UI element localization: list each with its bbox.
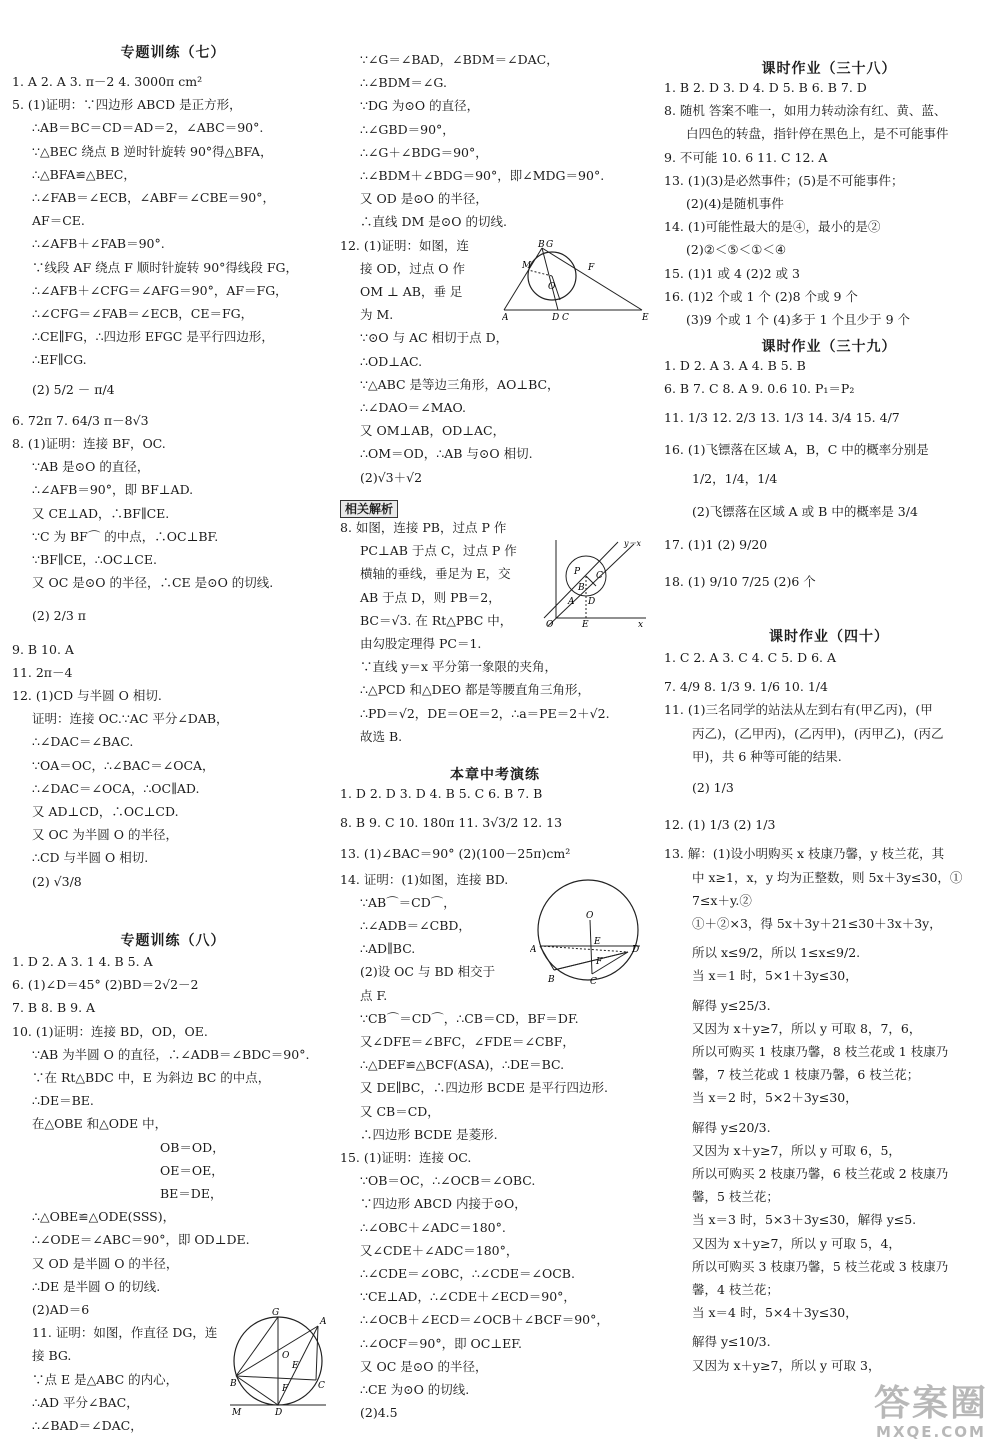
- text-line: ∵OB＝OC，∴∠OCB＝∠OBC.: [360, 1173, 536, 1189]
- fig12-label: M: [522, 261, 532, 271]
- text-line: PC⊥AB 于点 C，过点 P 作: [360, 543, 517, 559]
- text-line: 又因为 x＋y≥7，所以 y 可取 3，: [692, 1357, 881, 1373]
- fig8-label: D: [588, 597, 596, 607]
- chapter-exam-title: 本章中考演练: [450, 767, 540, 783]
- text-line: ∴CD 与半圆 O 相切.: [32, 850, 149, 866]
- text-line: ∵△BEC 绕点 B 逆时针旋转 90°得△BFA，: [32, 143, 273, 159]
- text-line: 当 x＝4 时，5×4＋3y≤30，: [692, 1305, 858, 1321]
- fig8-label: x: [638, 620, 644, 628]
- text-line: ∵四边形 ABCD 内接于⊙O，: [360, 1196, 527, 1212]
- fig12-label: G: [546, 240, 554, 250]
- text-line: 16. (1)2 个或 1 个 (2)8 个或 9 个: [664, 288, 858, 304]
- text-line: ∴EF∥CG.: [32, 352, 87, 368]
- text-line: ∴△DEF≌△BCF(ASA)，∴DE＝BC.: [360, 1057, 565, 1073]
- text-line: 又 OC 为半圆 O 的半径，: [32, 827, 178, 843]
- fig12-label: F: [588, 263, 595, 273]
- text-line: ∴∠FAB＝∠ECB，∠ABF＝∠CBE＝90°，: [32, 190, 275, 205]
- text-line: ∵点 E 是△ABC 的内心，: [32, 1371, 179, 1387]
- fig14-label: A: [530, 945, 537, 955]
- text-line: 5. (1)证明：∵四边形 ABCD 是正方形，: [12, 97, 242, 113]
- text-line: (2) 2/3 π: [32, 608, 86, 624]
- text-line: 又 CB＝CD，: [360, 1103, 440, 1119]
- text-line: 又 OC 是⊙O 的半径，∴CE 是⊙O 的切线.: [32, 575, 274, 591]
- text-line: 又因为 x＋y≥7，所以 y 可取 5，4，: [692, 1235, 901, 1251]
- text-line: 甲)，共 6 种等可能的结果.: [692, 748, 842, 764]
- fig14-label: C: [590, 977, 597, 987]
- fig8-label: A: [568, 597, 575, 607]
- text-line: ∴∠OCF＝90°，即 OC⊥EF.: [360, 1335, 522, 1351]
- figure-12: [502, 240, 652, 320]
- text-line: (2)4.5: [360, 1405, 398, 1421]
- text-line: ∵C 为 BF⌒ 的中点，∴OC⊥BF.: [32, 528, 219, 544]
- text-line: 又 CE⊥AD，∴BF∥CE.: [32, 505, 170, 521]
- text-line: ∴∠OBC＋∠ADC＝180°.: [360, 1219, 506, 1235]
- fig11-label: A: [320, 1317, 327, 1327]
- text-line: 1/2，1/4，1/4: [692, 470, 778, 486]
- text-line: 所以可购买 2 枝康乃馨，6 枝兰花或 2 枝康乃: [692, 1166, 949, 1181]
- fig8-label: E: [582, 620, 589, 628]
- text-line: 又 OM⊥AB，OD⊥AC，: [360, 423, 506, 439]
- text-line: 13. (1)(3)是必然事件；(5)是不可能事件；: [664, 172, 904, 188]
- text-line: 11. (1)三名同学的站法从左到右有(甲乙丙)，(甲: [664, 702, 933, 718]
- text-line: 又 AD⊥CD，∴OC⊥CD.: [32, 804, 179, 819]
- text-line: 6. 72π 7. 64/3 π－8√3: [12, 412, 149, 428]
- text-line: 由勾股定理得 PC＝1.: [360, 636, 482, 651]
- text-line: 横轴的垂线，垂足为 E，交: [360, 566, 511, 582]
- text-line: ∵CE⊥AD，∴∠CDE＋∠ECD＝90°，: [360, 1289, 576, 1305]
- watermark-logo-text: 答案圈: [873, 1383, 988, 1424]
- fig11-label: B: [230, 1379, 237, 1389]
- text-line: AF＝CE.: [32, 213, 85, 229]
- text-line: (2)飞镖落在区域 A 或 B 中的概率是 3/4: [692, 504, 918, 519]
- section-title-40: 课时作业（四十）: [769, 629, 889, 645]
- text-line: 所以 x≤9/2，所以 1≤x≤9/2.: [692, 945, 861, 961]
- fig8-label: C: [596, 571, 603, 581]
- text-line: 12. (1) 1/3 (2) 1/3: [664, 817, 776, 833]
- text-line: ∴∠OCB＋∠ECD＝∠OCB＋∠BCF＝90°，: [360, 1312, 609, 1328]
- text-line: 16. (1)飞镖落在区域 A，B，C 中的概率分别是: [664, 441, 929, 457]
- text-line: ∴∠AFB＋∠FAB＝90°.: [32, 236, 165, 252]
- fig12-label: D: [552, 313, 560, 320]
- text-line: 9. 不可能 10. 6 11. C 12. A: [664, 149, 828, 165]
- text-line: ∴△PCD 和△DEO 都是等腰直角三角形，: [360, 682, 591, 698]
- text-line: 又 OD 是半圆 O 的半径，: [32, 1255, 179, 1271]
- text-line: BC＝√3. 在 Rt△PBC 中，: [360, 612, 513, 628]
- text-line: ∴∠BDM＝∠G.: [360, 75, 447, 91]
- section-title-38: 课时作业（三十八）: [761, 61, 897, 77]
- text-line: ∵OA＝OC，∴∠BAC＝∠OCA，: [32, 757, 215, 773]
- fig12-label: C: [562, 313, 569, 320]
- text-line: 6. B 7. C 8. A 9. 0.6 10. P₁＝P₂: [664, 381, 855, 397]
- text-line: ∴OD⊥AC.: [360, 353, 423, 369]
- text-line: 丙乙)，(乙甲丙)，(乙丙甲)，(丙甲乙)，(丙乙: [692, 725, 944, 741]
- text-line: 14. 证明：(1)如图，连接 BD.: [340, 871, 509, 887]
- fig11-label: G: [272, 1308, 280, 1318]
- text-line: 17. (1)1 (2) 9/20: [664, 537, 768, 553]
- text-line: 馨，7 枝兰花或 1 枝康乃馨，6 枝兰花；: [692, 1067, 920, 1083]
- text-line: BE＝DE，: [160, 1186, 223, 1201]
- fig14-label: E: [594, 937, 601, 947]
- watermark: [874, 1385, 988, 1441]
- text-line: 在△OBE 和△ODE 中，: [32, 1116, 168, 1132]
- text-line: 解得 y≤10/3.: [692, 1334, 771, 1350]
- text-line: ∴∠CFG＝∠FAB＝∠ECB，CE＝FG，: [32, 306, 254, 321]
- text-line: ∴DE＝BE.: [32, 1093, 94, 1109]
- text-line: ∴∠CDE＝∠OBC，∴∠CDE＝∠OCB.: [360, 1266, 575, 1281]
- text-line: 1. D 2. D 3. D 4. B 5. C 6. B 7. B: [340, 786, 543, 801]
- text-line: 1. D 2. A 3. A 4. B 5. B: [664, 358, 806, 373]
- text-line: 7. B 8. B 9. A: [12, 1000, 96, 1016]
- text-line: (2)√3＋√2: [360, 469, 423, 485]
- text-line: ∴PD＝√2，DE＝OE＝2，∴a＝PE＝2＋√2.: [360, 705, 610, 721]
- text-line: 1. A 2. A 3. π－2 4. 3000π cm²: [12, 74, 203, 89]
- fig12-label: O: [548, 282, 556, 292]
- text-line: ∴∠DAO＝∠MAO.: [360, 400, 467, 415]
- text-line: AB 于点 D，则 PB＝2，: [360, 589, 501, 605]
- text-line: 8. (1)证明：连接 BF，OC.: [12, 436, 166, 451]
- text-line: 1. B 2. D 3. D 4. D 5. B 6. B 7. D: [664, 80, 867, 95]
- text-line: 所以可购买 3 枝康乃馨，5 枝兰花或 3 枝康乃: [692, 1258, 949, 1274]
- text-line: 18. (1) 9/10 7/25 (2)6 个: [664, 574, 816, 590]
- text-line: 又∠CDE＋∠ADC＝180°，: [360, 1242, 519, 1258]
- text-line: ∵直线 y＝x 平分第一象限的夹角，: [360, 659, 558, 675]
- text-line: (2) 1/3: [692, 780, 734, 795]
- text-line: 15. (1)证明：连接 OC.: [340, 1150, 472, 1165]
- text-line: 接 OD，过点 O 作: [360, 260, 465, 276]
- text-line: (3)9 个或 1 个 (4)多于 1 个且少于 9 个: [686, 312, 911, 327]
- text-line: ∵⊙O 与 AC 相切于点 D，: [360, 330, 509, 346]
- text-line: ∴直线 DM 是⊙O 的切线.: [360, 214, 507, 230]
- fig8-label: B: [578, 583, 585, 593]
- text-line: ∵CB⌒＝CD⌒，∴CB＝CD，BF＝DF.: [360, 1010, 579, 1026]
- fig12-label: E: [642, 313, 649, 320]
- fig8-label: O: [546, 620, 554, 628]
- fig12-label: A: [502, 313, 509, 320]
- figure-8: [538, 538, 648, 628]
- text-line: ∴CE 为⊙O 的切线.: [360, 1382, 470, 1397]
- fig8-label: y＝x: [624, 539, 642, 548]
- text-line: 8. 随机 答案不唯一，如用力转动涂有红、黄、蓝、: [664, 103, 947, 119]
- text-line: (2)AD＝6: [32, 1302, 90, 1317]
- text-line: 又 OC 是⊙O 的半径，: [360, 1358, 488, 1374]
- text-line: 又∠DFE＝∠BFC，∠FDE＝∠CBF，: [360, 1034, 575, 1049]
- text-line: 14. (1)可能性最大的是④，最小的是②: [664, 219, 881, 235]
- fig12-label: B: [538, 240, 545, 250]
- fig11-label: F: [282, 1384, 289, 1394]
- text-line: 又因为 x＋y≥7，所以 y 可取 6，5，: [692, 1142, 901, 1158]
- text-line: 10. (1)证明：连接 BD，OD，OE.: [12, 1023, 208, 1039]
- text-line: 1. C 2. A 3. C 4. C 5. D 6. A: [664, 650, 837, 665]
- text-line: 馨，5 枝兰花；: [692, 1189, 779, 1205]
- text-line: 白四色的转盘，指针停在黑色上，是不可能事件: [686, 126, 949, 142]
- fig14-label: B: [548, 975, 555, 985]
- text-line: ①＋②×3，得 5x＋3y＋21≤30＋3x＋3y，: [692, 916, 942, 931]
- analysis-tag: 相关解析: [340, 500, 398, 518]
- fig14-label: D: [632, 945, 640, 955]
- text-line: 所以可购买 1 枝康乃馨，8 枝兰花或 1 枝康乃: [692, 1044, 949, 1059]
- text-line: ∴四边形 BCDE 是菱形.: [360, 1126, 498, 1142]
- text-line: 7. 4/9 8. 1/3 9. 1/6 10. 1/4: [664, 679, 828, 695]
- text-line: ∵线段 AF 绕点 F 顺时针旋转 90°得线段 FG，: [32, 259, 299, 275]
- text-line: ∴CE∥FG，∴四边形 EFGC 是平行四边形，: [32, 329, 274, 345]
- text-line: ∴OM＝OD，∴AB 与⊙O 相切.: [360, 446, 533, 462]
- text-line: 9. B 10. A: [12, 641, 74, 657]
- text-line: ∴∠GBD＝90°，: [360, 121, 455, 137]
- fig14-label: O: [586, 911, 594, 921]
- text-line: ∴∠ODE＝∠ABC＝90°，即 OD⊥DE.: [32, 1232, 250, 1248]
- text-line: 解得 y≤20/3.: [692, 1119, 771, 1135]
- text-line: (2)②＜⑤＜①＜④: [686, 242, 787, 258]
- text-line: 6. (1)∠D＝45° (2)BD＝2√2－2: [12, 977, 199, 993]
- fig11-label: D: [275, 1408, 283, 1416]
- text-line: 12. (1)CD 与半圆 O 相切.: [12, 688, 162, 703]
- text-line: 11. 1/3 12. 2/3 13. 1/3 14. 3/4 15. 4/7: [664, 410, 900, 426]
- text-line: ∴∠BDM＋∠BDG＝90°，即∠MDG＝90°.: [360, 168, 605, 183]
- text-line: OM ⊥ AB，垂 足: [360, 284, 463, 299]
- text-line: ∵AB 是⊙O 的直径，: [32, 459, 150, 475]
- text-line: 故选 B.: [360, 728, 403, 744]
- text-line: 点 F.: [360, 987, 388, 1003]
- text-line: 当 x＝3 时，5×3＋3y≤30，解得 y≤5.: [692, 1212, 917, 1228]
- text-line: ∴∠DAC＝∠BAC.: [32, 734, 134, 750]
- text-line: ∵∠G＝∠BAD，∠BDM＝∠DAC，: [360, 52, 559, 67]
- text-line: ∴DE 是半圆 O 的切线.: [32, 1278, 161, 1294]
- text-line: 11. 证明：如图，作直径 DG，连: [32, 1325, 218, 1341]
- text-line: 解得 y≤25/3.: [692, 997, 771, 1013]
- fig11-label: O: [282, 1351, 290, 1361]
- text-line: 12. (1)证明：如图，连: [340, 237, 470, 253]
- fig11-label: C: [318, 1381, 325, 1391]
- text-line: 当 x＝1 时，5×1＋3y≤30，: [692, 968, 858, 984]
- fig11-label: M: [232, 1408, 242, 1416]
- text-line: 1. D 2. A 3. 1 4. B 5. A: [12, 954, 153, 969]
- text-line: 当 x＝2 时，5×2＋3y≤30，: [692, 1090, 858, 1106]
- text-line: ∴∠ADB＝∠CBD，: [360, 918, 471, 933]
- text-line: (2) √3/8: [32, 873, 82, 889]
- text-line: OE＝OE，: [160, 1162, 224, 1178]
- text-line: ∵BF∥CE，∴OC⊥CE.: [32, 552, 157, 567]
- text-line: 15. (1)1 或 4 (2)2 或 3: [664, 265, 800, 281]
- text-line: 8. B 9. C 10. 180π 11. 3√3/2 12. 13: [340, 815, 563, 831]
- section-title-8: 专题训练（八）: [120, 933, 226, 949]
- text-line: (2)设 OC 与 BD 相交于: [360, 964, 496, 980]
- figure-14: [530, 878, 650, 988]
- text-line: 13. (1)∠BAC＝90° (2)(100－25π)cm²: [340, 846, 571, 862]
- text-line: (2)(4)是随机事件: [686, 196, 784, 211]
- text-line: ∴△OBE≌△ODE(SSS)，: [32, 1209, 176, 1225]
- figure-11: [230, 1306, 330, 1416]
- text-line: ∴AD∥BC.: [360, 941, 416, 957]
- text-line: OB＝OD，: [160, 1139, 225, 1155]
- text-line: ∴AD 平分∠BAC，: [32, 1394, 139, 1410]
- watermark-url: MXQE.COM: [876, 1423, 986, 1441]
- text-line: ∵在 Rt△BDC 中，E 为斜边 BC 的中点，: [32, 1070, 271, 1085]
- fig14-label: F: [596, 957, 603, 967]
- text-line: ∴∠BAD＝∠DAC，: [32, 1418, 143, 1433]
- text-line: ∴∠AFB＝90°，即 BF⊥AD.: [32, 482, 194, 498]
- fig11-label: E: [292, 1361, 299, 1371]
- text-line: ∴△BFA≌△BEC，: [32, 166, 136, 182]
- section-title-7: 专题训练（七）: [120, 45, 226, 61]
- text-line: 中 x≥1，x，y 均为正整数，则 5x＋3y≤30，①: [692, 869, 963, 885]
- text-line: 证明：连接 OC.∵AC 平分∠DAB，: [32, 711, 229, 727]
- text-line: 又 OD 是⊙O 的半径，: [360, 191, 488, 207]
- section-title-39: 课时作业（三十九）: [761, 339, 897, 355]
- fig8-label: P: [574, 567, 581, 577]
- text-line: ∴AB＝BC＝CD＝AD＝2，∠ABC＝90°.: [32, 120, 264, 136]
- text-line: ∴∠DAC＝∠OCA，∴OC∥AD.: [32, 780, 200, 796]
- text-line: 馨，4 枝兰花；: [692, 1282, 779, 1297]
- text-line: ∵AB 为半圆 O 的直径，∴∠ADB＝∠BDC＝90°.: [32, 1046, 310, 1062]
- text-line: ∵DG 为⊙O 的直径，: [360, 98, 480, 114]
- text-line: 13. 解：(1)设小明购买 x 枝康乃馨，y 枝兰花，其: [664, 846, 945, 862]
- text-line: ∴∠AFB＋∠CFG＝∠AFG＝90°，AF＝FG，: [32, 282, 288, 298]
- text-line: 又因为 x＋y≥7，所以 y 可取 8，7，6，: [692, 1020, 922, 1036]
- text-line: 11. 2π－4: [12, 664, 73, 680]
- text-line: 8. 如图，连接 PB，过点 P 作: [340, 520, 507, 535]
- text-line: 又 DE∥BC，∴四边形 BCDE 是平行四边形.: [360, 1080, 608, 1096]
- text-line: 接 BG.: [32, 1348, 72, 1364]
- text-line: ∵△ABC 是等边三角形，AO⊥BC，: [360, 376, 560, 392]
- text-line: 为 M.: [360, 307, 394, 323]
- text-line: (2) 5/2 － π/4: [32, 381, 115, 397]
- text-line: ∵AB⌒＝CD⌒，: [360, 894, 456, 910]
- text-line: ∴∠G＋∠BDG＝90°，: [360, 144, 488, 160]
- text-line: 7≤x＋y.②: [692, 892, 752, 908]
